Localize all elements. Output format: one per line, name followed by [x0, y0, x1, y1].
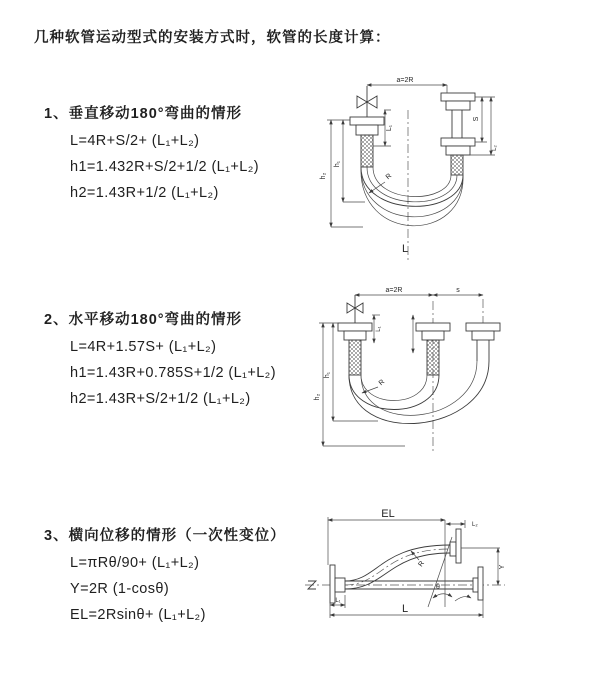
formula-EL: EL=2Rsinθ+ (L₁+L₂) — [70, 607, 206, 623]
dim-el — [328, 508, 445, 607]
upper-flange-fitting — [450, 529, 461, 563]
dim-label-l: L — [401, 603, 409, 615]
dim-label-y: Y — [499, 564, 506, 570]
left-flange-fitting — [338, 323, 372, 340]
dim-a2r — [367, 77, 447, 93]
u-bend-hose — [349, 361, 489, 424]
right-flange-lower — [441, 138, 475, 155]
valve-icon — [347, 295, 363, 323]
s-curve-hose — [345, 545, 450, 589]
dim-label-l2: L₂ — [492, 145, 498, 151]
radius-callout — [362, 379, 386, 393]
radius-callout — [369, 173, 393, 193]
formula-Y: Y=2R (1-cosθ) — [70, 581, 170, 597]
valve-icon — [357, 86, 377, 117]
dim-label-h1: h₁ — [324, 371, 331, 379]
formula-h1: h1=1.43R+0.785S+1/2 (L₁+L₂) — [70, 365, 276, 381]
formula-h2: h2=1.43R+S/2+1/2 (L₁+L₂) — [70, 391, 251, 407]
section-lateral-displacement — [44, 524, 286, 624]
dim-label-h2: h₂ — [320, 172, 327, 180]
section-3-heading: 3、横向位移的情形（一次性变位） — [44, 528, 286, 544]
section-2-heading: 2、水平移动180°弯曲的情形 — [44, 312, 243, 328]
dim-label-h1: h₁ — [334, 160, 341, 168]
dim-label-theta: θ — [436, 584, 440, 591]
dim-l2 — [446, 520, 478, 528]
u-bend-hose — [361, 167, 463, 226]
right-flange-fitting — [473, 567, 483, 600]
angle-theta — [428, 537, 471, 607]
dim-label-h2: h₂ — [314, 393, 321, 401]
dim-y — [461, 548, 506, 585]
formula-h1: h1=1.432R+S/2+1/2 (L₁+L₂) — [70, 159, 260, 175]
dim-label-l1: L₁ — [376, 326, 382, 332]
diagram-lateral-displacement — [300, 507, 600, 659]
braided-hose-right — [451, 155, 463, 175]
braided-hose-middle — [427, 340, 439, 375]
right-pipe — [477, 340, 489, 361]
dim-label-s: S — [473, 116, 480, 122]
dim-label-s: s — [456, 287, 460, 294]
formula-L: L=πRθ/90+ (L₁+L₂) — [70, 555, 200, 571]
section-horizontal-180 — [44, 308, 276, 408]
section-vertical-180 — [44, 102, 259, 202]
right-flange-fitting — [466, 323, 500, 340]
diagram-horizontal-180-bend — [310, 283, 600, 459]
dim-label-a2r: a=2R — [396, 77, 414, 84]
section-1-heading: 1、垂直移动180°弯曲的情形 — [44, 106, 243, 122]
dim-label-r: R — [377, 378, 387, 388]
dim-label-l1: L₁ — [386, 124, 393, 132]
middle-flange-fitting — [416, 323, 450, 340]
braided-hose-left — [349, 340, 361, 375]
dim-label-a2r: a=2R — [385, 287, 403, 294]
formula-L: L=4R+1.57S+ (L₁+L₂) — [70, 339, 217, 355]
right-pipe — [452, 110, 462, 138]
dim-l1 — [372, 315, 382, 343]
dim-a2r-s — [355, 287, 483, 295]
dim-l — [330, 600, 483, 618]
braided-hose-left — [361, 135, 373, 167]
page-title: 几种软管运动型式的安装方式时，软管的长度计算： — [34, 30, 391, 46]
formula-h2: h2=1.43R+1/2 (L₁+L₂) — [70, 185, 219, 201]
dim-label-r: R — [384, 172, 394, 182]
left-flange-fitting — [350, 117, 384, 135]
diagram-vertical-180-bend — [305, 72, 590, 264]
dim-label-l2: L₂ — [472, 522, 478, 528]
dim-h-left — [320, 120, 365, 227]
dim-label-l: L — [401, 243, 409, 255]
dim-label-el: EL — [381, 508, 395, 520]
radius-callout — [411, 551, 426, 568]
dim-label-r: R — [417, 560, 427, 569]
formula-L: L=4R+S/2+ (L₁+L₂) — [70, 133, 200, 149]
dim-label-l1: L₁ — [335, 598, 341, 604]
right-flange-upper — [441, 93, 475, 110]
